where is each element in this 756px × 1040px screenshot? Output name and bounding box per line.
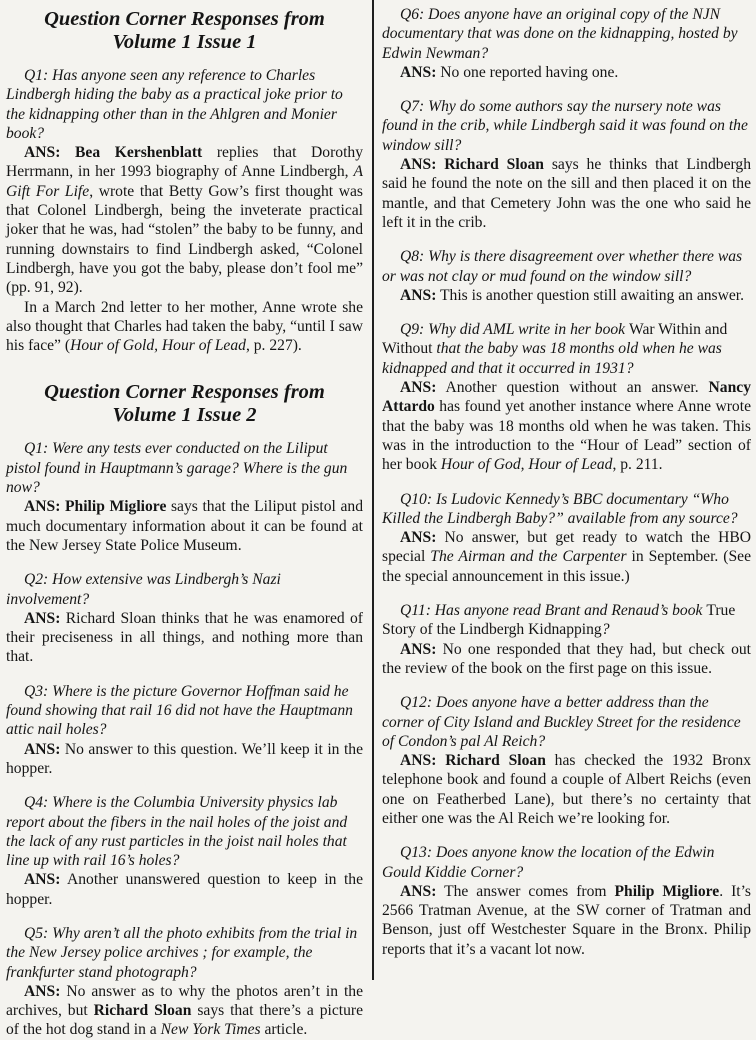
respondent-name: Philip Migliore	[65, 498, 167, 516]
answer-fragment: This is another question still awaiting an answer.	[436, 286, 745, 304]
show-title: The Airman and the Carpenter	[430, 548, 627, 566]
answer-fragment: No answer, but get ready to watch the HBO special	[382, 529, 751, 566]
question-text: Q1: Were any tests ever conducted on the Liliput pistol found in Hauptmann’s garage? Where is the gun now?	[6, 440, 348, 497]
question-fragment: Q11: Has anyone read Brant and Renaud’s book	[400, 602, 707, 620]
answer-fragment: No one reported having one.	[436, 63, 619, 81]
question-text: Q1: Has anyone seen any reference to Charles Lindbergh hiding the baby as a practical joke prior to the kidnapping other than in the Ahlgren and Monier book?	[6, 67, 343, 142]
respondent-name: Richard Sloan	[445, 752, 546, 770]
answer-fragment: article.	[260, 1021, 308, 1039]
heading-line: Question Corner Responses from	[44, 381, 325, 404]
qa-item	[6, 793, 363, 909]
ans-label: ANS:	[24, 498, 61, 516]
answer-text	[6, 143, 363, 297]
question-text: Q4: Where is the Columbia University physics lab report about the fibers in the nail holes of the joist and the lack of any rust particles in the joist nail holes that line up with rail 16’s holes?	[6, 794, 348, 870]
answer-fragment: has checked the 1932 Bronx telephone book and found a couple of Albert Reichs (even one on Featherbed Lane), but there’s no certainty that either one was the Al Reich we’re looking for.	[382, 752, 752, 827]
section-heading-volume1-issue2	[6, 381, 363, 427]
answer-text	[382, 640, 751, 679]
answer-fragment: No answer as to why the photos aren’t in the archives, but	[6, 982, 363, 1020]
ans-label: ANS:	[400, 63, 437, 81]
answer-text	[382, 286, 751, 305]
answer-text	[382, 528, 751, 586]
heading-line: Question Corner Responses from	[44, 8, 325, 30]
question-text: Q10: Is Ludovic Kennedy’s BBC documentary “Who Killed the Lindbergh Baby?” available from any source?	[382, 490, 738, 527]
qa-item	[6, 682, 363, 778]
ans-label: ANS:	[24, 144, 61, 162]
book-title: A Gift For Life	[6, 163, 363, 200]
qa-item	[6, 66, 363, 355]
question-text	[382, 320, 751, 378]
respondent-name: Richard Sloan	[93, 1002, 192, 1020]
respondent-name: Richard Sloan	[444, 156, 544, 174]
heading-line: Volume 1 Issue 2	[112, 404, 257, 427]
answer-text	[6, 740, 363, 779]
answer-fragment: says that there’s a picture of the hot dog stand in a	[6, 1002, 364, 1039]
answer-fragment: says that the Liliput pistol and much documentary information about it can be found at the New Jersey State Police Museum.	[6, 498, 363, 554]
answer-fragment: replies that Dorothy Herrmann, in her 1993 biography of Anne Lindbergh,	[6, 144, 364, 181]
book-title: War Within and Without	[382, 321, 728, 358]
answer-text	[382, 155, 751, 232]
answer-text	[6, 497, 363, 555]
question-text: Q8: Why is there disagreement over whether there was or was not clay or mud found on the window sill?	[382, 248, 743, 285]
answer-text	[382, 63, 751, 82]
answer-fragment: says he thinks that Lindbergh said he found the note on the sill and then placed it on the mantle, and that Cemetery John was the one who said he left it in the crib.	[382, 156, 752, 231]
answer-text	[6, 982, 363, 1040]
answer-fragment: In a March 2nd letter to her mother, Anne wrote she also thought that Charles had taken the baby, “until I saw his face” (	[6, 298, 363, 355]
qa-item	[6, 924, 363, 1040]
answer-fragment: No one responded that they had, but check out the review of the book on the first page on this issue.	[382, 640, 751, 677]
ans-label: ANS:	[24, 740, 61, 758]
qa-item	[382, 5, 751, 82]
answer-fragment: in September. (See the special announcement in this issue.)	[382, 548, 751, 585]
book-title: True Story of the Lindbergh Kidnapping	[382, 602, 736, 639]
answer-fragment: , p. 211.	[612, 456, 663, 474]
qa-item	[382, 97, 751, 232]
qa-item	[6, 439, 363, 555]
ans-label: ANS:	[400, 156, 437, 174]
ans-label: ANS:	[400, 286, 437, 304]
answer-fragment: . It’s 2566 Tratman Avenue, at the SW corner of Tratman and Benson, just off Westchester Square in the Bronx. Philip reports that it’s a vacant lot now.	[382, 882, 751, 958]
question-text: Q13: Does anyone know the location of the Edwin Gould Kiddie Corner?	[382, 844, 715, 881]
respondent-name: Philip Migliore	[614, 882, 720, 900]
ans-label: ANS:	[24, 982, 61, 1000]
question-text: Q2: How extensive was Lindbergh’s Nazi involvement?	[6, 571, 281, 608]
qa-item	[382, 320, 751, 474]
answer-paragraph	[6, 298, 363, 356]
answer-text	[6, 870, 363, 909]
qa-item	[382, 843, 751, 959]
answer-fragment: No answer to this question. We’ll keep it in the hopper.	[6, 740, 363, 777]
question-fragment: Q9: Why did AML write in her book	[400, 321, 629, 339]
qa-item	[382, 601, 751, 678]
respondent-name: Bea Kershenblatt	[75, 144, 203, 162]
ans-label: ANS:	[400, 379, 437, 397]
question-fragment: that the baby was 18 months old when he was kidnapped and that it occurred in 1931?	[382, 340, 722, 377]
question-text: Q7: Why do some authors say the nursery note was found in the crib, while Lindbergh said it was found on the window sill?	[382, 98, 748, 154]
ans-label: ANS:	[400, 752, 437, 770]
question-text: Q6: Does anyone have an original copy of the NJN documentary that was done on the kidnapping, hosted by Edwin Newman?	[382, 6, 738, 62]
qa-item	[382, 693, 751, 828]
newspaper-title: New York Times	[160, 1021, 261, 1039]
answer-fragment: , p. 227).	[245, 337, 302, 355]
answer-fragment: The answer comes from	[436, 882, 615, 900]
question-text: Q3: Where is the picture Governor Hoffman said he found showing that rail 16 did not have the Hauptmann attic nail holes?	[6, 682, 353, 739]
answer-fragment: Another question without an answer.	[436, 379, 709, 397]
qa-item	[382, 247, 751, 305]
answer-fragment: has found yet another instance where Anne wrote that the baby was 18 months old when he was taken. This was in the introduction to the “Hour of Lead” section of her book	[382, 398, 751, 474]
answer-text	[382, 378, 751, 474]
right-column	[382, 0, 751, 980]
answer-text	[6, 609, 363, 667]
ans-label: ANS:	[400, 529, 437, 547]
answer-fragment: Richard Sloan thinks that he was enamored of their preciseness in all things, and nothing more than that.	[6, 609, 363, 666]
question-text: Q12: Does anyone have a better address than the corner of City Island and Buckley Street for the residence of Condon’s pal Al Reich?	[382, 694, 741, 750]
heading-line: Volume 1 Issue 1	[112, 31, 257, 53]
answer-text	[382, 882, 751, 959]
qa-item	[6, 570, 363, 666]
book-title: Hour of Gold, Hour of Lead	[70, 337, 246, 355]
section-heading-volume1-issue1	[6, 8, 363, 54]
qa-item	[382, 490, 751, 586]
column-divider	[372, 0, 374, 980]
ans-label: ANS:	[24, 609, 61, 627]
question-text	[382, 601, 751, 640]
ans-label: ANS:	[400, 640, 437, 658]
left-column	[6, 0, 364, 1039]
question-fragment: ?	[601, 621, 610, 639]
question-text: Q5: Why aren’t all the photo exhibits from the trial in the New Jersey police archives ; for example, the frankfurter stand photograph?	[6, 924, 358, 981]
answer-text	[382, 751, 751, 828]
book-title: Hour of God, Hour of Lead	[440, 456, 613, 474]
answer-fragment: Another unanswered question to keep in the hopper.	[6, 871, 363, 908]
respondent-name: Nancy Attardo	[382, 379, 751, 416]
ans-label: ANS:	[400, 882, 437, 900]
answer-fragment: , wrote that Betty Gow’s first thought was that Colonel Lindbergh, being the inveterate practical joker that he was, had “stolen” the baby to be funny, and running downstairs to find Lindbergh asked, “Colonel Lindbergh, have you got the baby, please don’t fool me” (pp. 91, 92).	[6, 182, 363, 297]
ans-label: ANS:	[24, 871, 61, 889]
